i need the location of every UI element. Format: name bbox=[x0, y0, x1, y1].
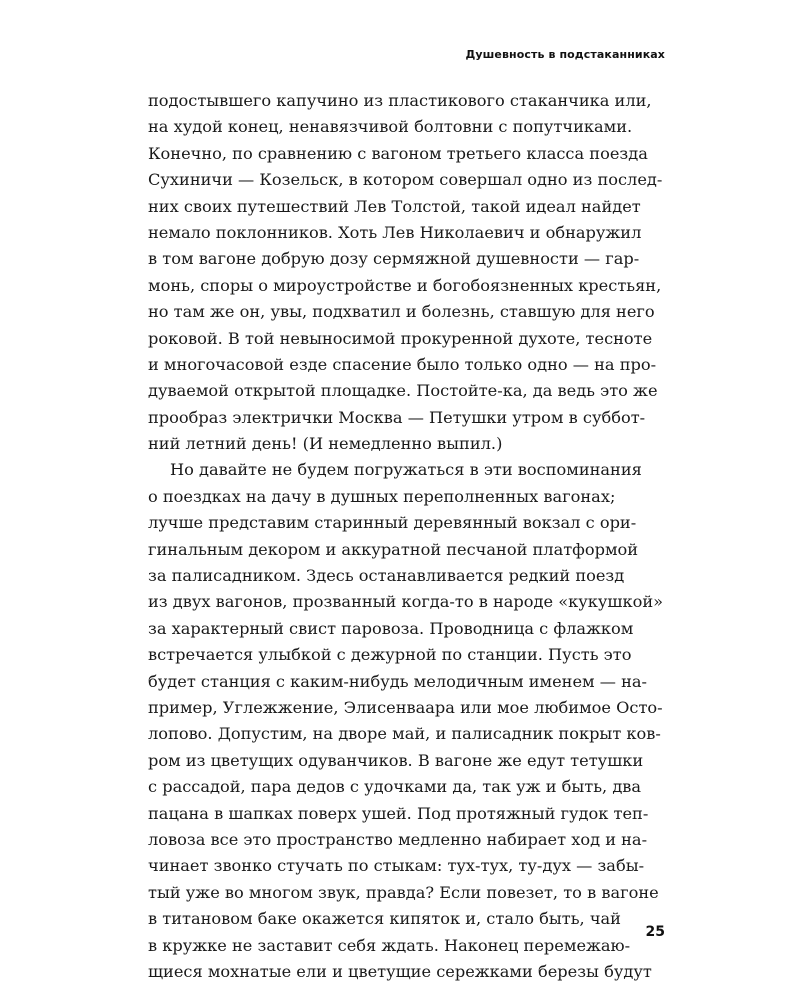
text-line: в кружке не заставит себя ждать. Наконец перемежаю- bbox=[148, 935, 631, 955]
text-line: за палисадником. Здесь останавливается редкий поезд bbox=[148, 566, 625, 586]
text-line: за характерный свист паровоза. Проводница с флажком bbox=[148, 618, 634, 638]
text-line: ловоза все это пространство медленно набирает ход и на- bbox=[148, 829, 648, 849]
text-line: гинальным декором и аккуратной песчаной платформой bbox=[148, 539, 639, 559]
text-line: Сухиничи — Козельск, в котором совершал одно из послед- bbox=[148, 170, 663, 190]
text-line: Конечно, по сравнению с вагоном третьего класса поезда bbox=[148, 143, 648, 163]
text-line: подостывшего капучино из пластикового стаканчика или, bbox=[148, 91, 652, 110]
text-line: тый уже во многом звук, правда? Если повезет, то в вагоне bbox=[148, 882, 659, 902]
running-header-title: Душевность в подстаканниках bbox=[465, 48, 665, 61]
text-line: щиеся мохнатые ели и цветущие сережками березы будут bbox=[148, 961, 652, 981]
paragraph-first-line: Но давайте не будем погружаться в эти воспоминания bbox=[170, 460, 642, 480]
text-line: прообраз электрички Москва — Петушки утром в суббот- bbox=[148, 407, 646, 427]
text-line: в титановом баке окажется кипяток и, стало быть, чай bbox=[148, 909, 621, 929]
text-line: из двух вагонов, прозванный когда-то в народе «кукушкой» bbox=[148, 592, 664, 612]
text-line: о поездках на дачу в душных переполненных вагонах; bbox=[148, 486, 616, 506]
text-line: лучше представим старинный деревянный вокзал с ори- bbox=[148, 513, 637, 533]
text-line: пацана в шапках поверх ушей. Под протяжный гудок теп- bbox=[148, 803, 649, 823]
text-line: с рассадой, пара дедов с удочками да, так уж и быть, два bbox=[148, 777, 642, 797]
text-line: встречается улыбкой с дежурной по станции. Пусть это bbox=[148, 645, 632, 665]
text-line: лопово. Допустим, на дворе май, и палисадник покрыт ков- bbox=[148, 724, 661, 744]
text-line: и многочасовой езде спасение было только одно — на про- bbox=[148, 354, 657, 374]
text-line: пример, Углежжение, Элисенваара или мое любимое Осто- bbox=[148, 697, 663, 717]
text-line: дуваемой открытой площадке. Постойте-ка, да ведь это же bbox=[148, 381, 658, 401]
text-line: немало поклонников. Хоть Лев Николаевич и обнаружил bbox=[148, 222, 642, 242]
text-line: но там же он, увы, подхватил и болезнь, ставшую для него bbox=[148, 302, 655, 322]
text-line: монь, споры о мироустройстве и богобоязненных крестьян, bbox=[148, 275, 662, 295]
text-line: ний летний день! (И немедленно выпил.) bbox=[148, 434, 503, 454]
text-line: на худой конец, ненавязчивой болтовни с попутчиками. bbox=[148, 117, 633, 137]
text-line: них своих путешествий Лев Толстой, такой идеал найдет bbox=[148, 196, 641, 216]
text-line: в том вагоне добрую дозу сермяжной душевности — гар- bbox=[148, 249, 640, 269]
text-line: роковой. В той невыносимой прокуренной духоте, тесноте bbox=[148, 328, 653, 348]
text-line: будет станция с каким-нибудь мелодичным именем — на- bbox=[148, 671, 648, 691]
text-line: чинает звонко стучать по стыкам: тух-тух, ту-дух — забы- bbox=[148, 856, 645, 876]
text-line: ром из цветущих одуванчиков. В вагоне же едут тетушки bbox=[148, 750, 644, 770]
page-number: 25 bbox=[645, 924, 665, 940]
body-text bbox=[148, 88, 678, 985]
